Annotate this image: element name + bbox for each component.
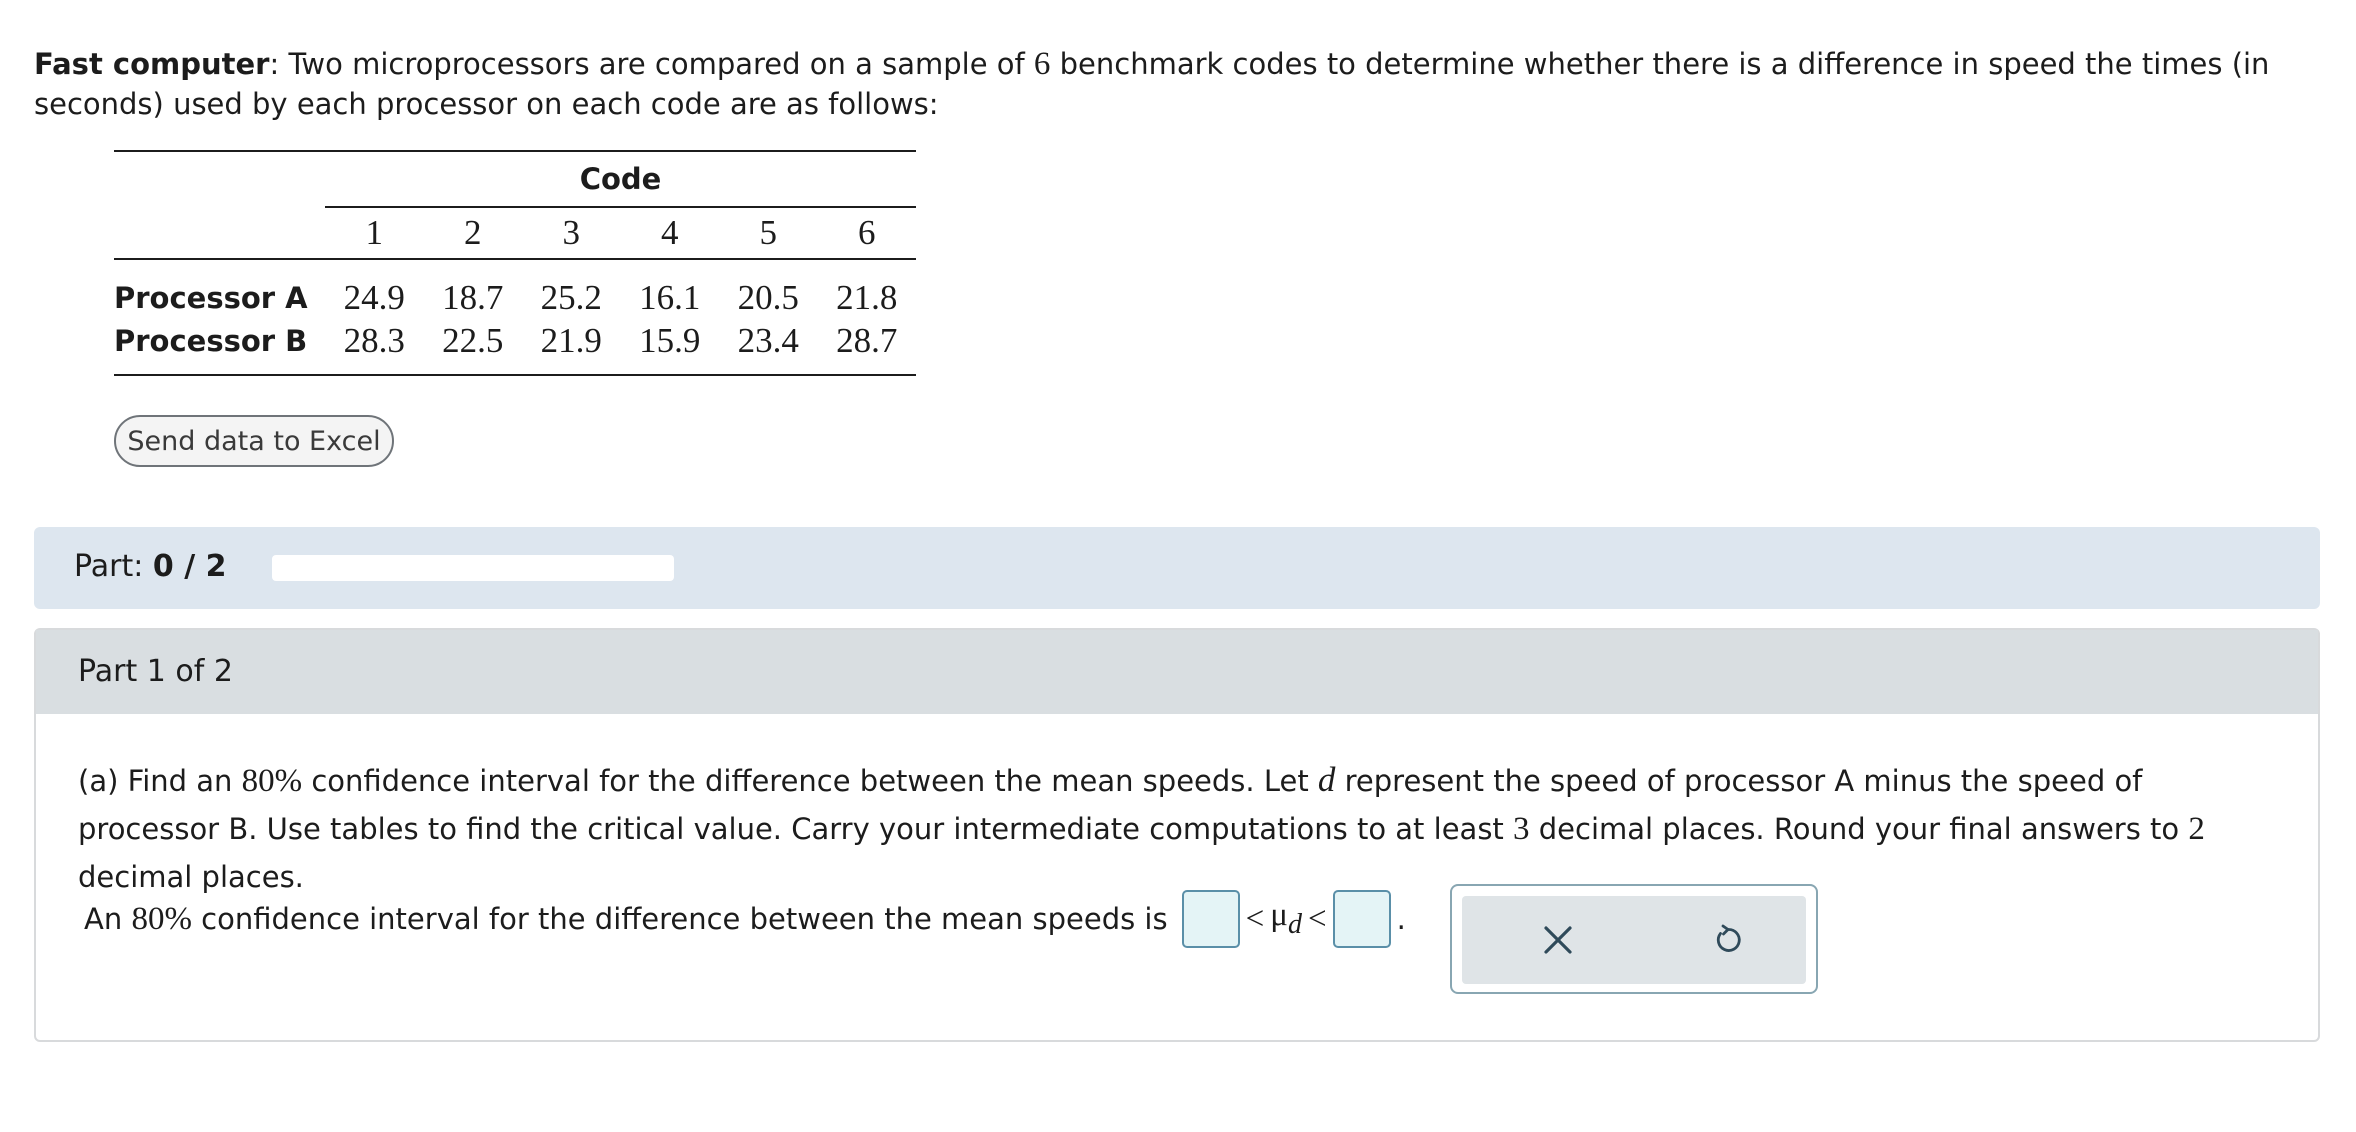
code-number-row: [114, 207, 916, 259]
row-label-processor-a: Processor A: [114, 280, 308, 315]
question-text: [78, 756, 2288, 901]
part-header: [36, 630, 2318, 714]
question-text-1: (a) Find an: [78, 764, 242, 798]
mu-subscript: d: [1287, 908, 1302, 940]
problem-title: Fast computer: [34, 47, 270, 81]
lower-bound-input[interactable]: [1182, 890, 1240, 948]
question-text-3: represent the speed of processor A minus the speed of processor B. Use tables to find the critical value. Carry your intermediate computations to at least: [78, 764, 2143, 846]
upper-bound-input[interactable]: [1333, 890, 1391, 948]
less-than-symbol: <: [1307, 900, 1327, 937]
cell: 21.8: [836, 277, 898, 317]
code-header: Code: [325, 151, 916, 207]
question-text-4: decimal places. Round your final answers to: [1529, 812, 2189, 846]
cell: 15.9: [639, 321, 701, 360]
question-text-5: decimal places.: [78, 860, 304, 894]
problem-statement: [34, 44, 2324, 124]
row-label-processor-b: Processor B: [114, 324, 308, 358]
cell: 24.9: [343, 277, 405, 317]
code-col-4: 4: [621, 207, 719, 259]
table-row: [114, 259, 916, 321]
confidence-level: 80%: [241, 763, 303, 799]
cell: 28.3: [343, 321, 405, 360]
undo-icon: [1710, 922, 1746, 958]
action-panel-inner: [1462, 896, 1806, 984]
answer-text-2: confidence interval for the difference between the mean speeds is: [201, 902, 1168, 936]
table-bottom-rule: [114, 371, 916, 375]
question-text-2: confidence interval for the difference between the mean speeds. Let: [302, 764, 1318, 798]
answer-action-panel: [1450, 884, 1818, 994]
table-row: [114, 321, 916, 371]
code-col-3: 3: [522, 207, 620, 259]
final-decimals: 2: [2188, 811, 2205, 847]
problem-text-1: : Two microprocessors are compared on a sample of: [269, 47, 1034, 81]
progress-track: [272, 555, 674, 581]
code-col-2: 2: [424, 207, 522, 259]
cell: 23.4: [737, 321, 799, 360]
answer-period: .: [1396, 902, 1406, 936]
less-than-symbol: <: [1245, 900, 1265, 937]
code-col-6: 6: [817, 207, 916, 259]
progress-bar-panel: [34, 527, 2320, 609]
cell: 28.7: [836, 321, 898, 360]
part-card: [34, 628, 2320, 1042]
answer-text-1: An: [84, 902, 123, 936]
sample-size: 6: [1033, 46, 1051, 82]
cell: 25.2: [540, 277, 602, 317]
progress-label: [74, 549, 226, 584]
mu-d-symbol: [1270, 896, 1302, 940]
undo-answer-button[interactable]: [1704, 916, 1752, 964]
cell: 22.5: [442, 321, 504, 360]
cell: 16.1: [639, 277, 701, 317]
progress-count: 0 / 2: [152, 549, 227, 584]
answer-confidence-level: 80%: [131, 900, 192, 937]
cell: 21.9: [540, 321, 602, 360]
table-header-row: [114, 151, 916, 207]
benchmark-table: [114, 150, 916, 376]
clear-answer-button[interactable]: [1534, 916, 1582, 964]
close-icon: [1541, 923, 1575, 957]
mu-symbol: μ: [1270, 896, 1288, 933]
code-col-1: 1: [325, 207, 423, 259]
answer-line: [84, 890, 1406, 948]
progress-label-text: Part:: [74, 549, 144, 584]
problem-text-2: benchmark codes to determine whether there is a difference in speed the times (in seconds) used by each processor on each code are as follows:: [34, 47, 2270, 121]
intermediate-decimals: 3: [1513, 811, 1530, 847]
cell: 18.7: [442, 277, 504, 317]
cell: 20.5: [737, 277, 799, 317]
part-header-label: Part 1 of 2: [78, 654, 233, 689]
variable-d: d: [1317, 760, 1336, 799]
code-col-5: 5: [719, 207, 817, 259]
send-to-excel-button[interactable]: Send data to Excel: [114, 415, 394, 467]
